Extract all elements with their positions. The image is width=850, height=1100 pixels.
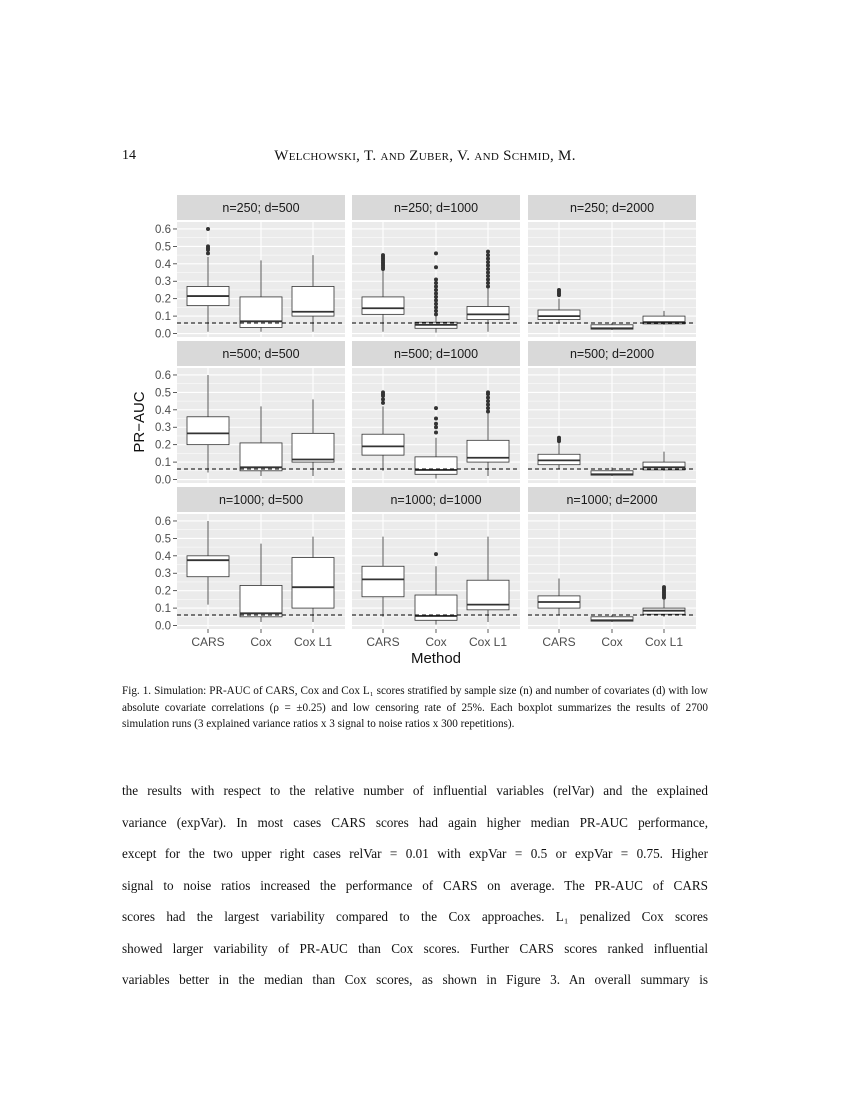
outlier-point [434, 406, 438, 410]
outlier-point [486, 274, 490, 278]
x-tick-label: Cox L1 [468, 635, 508, 649]
y-tick-label: 0.6 [155, 515, 171, 528]
outlier-point [486, 399, 490, 403]
y-tick-label: 0.1 [155, 311, 171, 324]
outlier-point [434, 284, 438, 288]
outlier-point [486, 406, 490, 410]
body-line: except for the two upper right cases relVar = 0.01 with expVar = 0.5 or expVar = 0.75. Higher [122, 846, 708, 861]
caption-label: Fig. 1. [122, 685, 152, 697]
body-line: showed larger variability of PR-AUC than Cox scores. Further CARS scores ranked influential [122, 940, 708, 956]
outlier-point [662, 585, 666, 589]
x-tick-label: Cox L1 [644, 635, 684, 649]
body-paragraph [122, 775, 708, 996]
facet-panel [528, 341, 696, 483]
outlier-point [486, 257, 490, 261]
facet-title: n=500; d=500 [222, 347, 300, 361]
y-axis-title: PR−AUC [131, 391, 148, 453]
facet-title: n=250; d=1000 [393, 201, 479, 215]
box-iqr [362, 566, 404, 596]
y-tick-label: 0.3 [155, 422, 171, 435]
y-tick-label: 0.1 [155, 603, 171, 616]
outlier-point [434, 302, 438, 306]
outlier-point [557, 288, 561, 292]
facet-title: n=500; d=1000 [393, 347, 479, 361]
y-tick-label: 0.2 [155, 293, 171, 306]
facet-title: n=250; d=2000 [569, 201, 655, 215]
y-tick-label: 0.4 [155, 404, 171, 417]
outlier-point [434, 430, 438, 434]
running-head: Welchowski, T. and Zuber, V. and Schmid, M. [274, 148, 576, 164]
facet-title: n=1000; d=500 [218, 493, 304, 507]
outlier-point [381, 397, 385, 401]
outlier-point [434, 305, 438, 309]
outlier-point [434, 288, 438, 292]
facet-panel [155, 195, 345, 341]
x-tick-label: Cox L1 [293, 635, 333, 649]
outlier-point [206, 244, 210, 248]
box-iqr [292, 433, 334, 462]
outlier-point [486, 271, 490, 275]
y-tick-label: 0.3 [155, 276, 171, 289]
y-tick-label: 0.6 [155, 223, 171, 236]
outlier-point [486, 281, 490, 285]
box-iqr [240, 585, 282, 616]
box-iqr [415, 457, 457, 474]
outlier-point [434, 312, 438, 316]
x-axis-title: Method [410, 650, 462, 667]
outlier-point [434, 251, 438, 255]
outlier-point [381, 401, 385, 405]
y-tick-label: 0.5 [155, 387, 171, 400]
outlier-point [486, 253, 490, 257]
outlier-point [206, 251, 210, 255]
facet-panel [528, 487, 696, 649]
y-tick-label: 0.0 [155, 474, 171, 487]
outlier-point [486, 284, 490, 288]
figure-caption [122, 683, 708, 733]
facet-panel [352, 487, 520, 649]
facet-panel [155, 487, 345, 649]
body-line: the results with respect to the relative number of influential variables (relVar) and the explained [122, 783, 708, 798]
y-tick-label: 0.3 [155, 568, 171, 581]
facet-title: n=1000; d=2000 [566, 493, 658, 507]
outlier-point [486, 264, 490, 268]
outlier-point [434, 552, 438, 556]
y-tick-label: 0.2 [155, 439, 171, 452]
outlier-point [486, 390, 490, 394]
box-iqr [292, 558, 334, 609]
y-tick-label: 0.0 [155, 328, 171, 341]
facet-panel [528, 195, 696, 337]
box-iqr [362, 297, 404, 314]
x-tick-label: Cox [601, 635, 623, 649]
outlier-point [434, 295, 438, 299]
outlier-point [486, 260, 490, 264]
box-iqr [362, 434, 404, 455]
facet-title: n=250; d=500 [222, 201, 300, 215]
facet-panel [352, 341, 520, 483]
outlier-point [434, 281, 438, 285]
box-iqr [467, 440, 509, 462]
outlier-point [434, 265, 438, 269]
y-tick-label: 0.4 [155, 258, 171, 271]
y-tick-label: 0.4 [155, 550, 171, 563]
outlier-point [434, 417, 438, 421]
outlier-point [557, 436, 561, 440]
facet-title: n=500; d=2000 [569, 347, 655, 361]
box-iqr [467, 307, 509, 320]
y-tick-label: 0.6 [155, 369, 171, 382]
y-tick-label: 0.5 [155, 241, 171, 254]
facet-panel [155, 341, 345, 487]
box-iqr [187, 556, 229, 577]
body-line: variables better in the median than Cox scores, as shown in Figure 3. An overall summary is [122, 972, 708, 987]
box-iqr [538, 310, 580, 320]
body-line: signal to noise ratios increased the performance of CARS on average. The PR-AUC of CARS [122, 877, 708, 893]
body-line: scores had the largest variability compared to the Cox approaches. L₁ penalized Cox scores [122, 909, 708, 924]
outlier-point [206, 227, 210, 231]
outlier-point [486, 278, 490, 282]
outlier-point [381, 253, 385, 257]
x-tick-label: CARS [191, 635, 225, 649]
outlier-point [434, 291, 438, 295]
y-tick-label: 0.0 [155, 620, 171, 633]
outlier-point [434, 298, 438, 302]
y-tick-label: 0.2 [155, 585, 171, 598]
x-tick-label: CARS [542, 635, 576, 649]
y-tick-label: 0.1 [155, 457, 171, 470]
outlier-point [434, 278, 438, 282]
outlier-point [486, 403, 490, 407]
page-number: 14 [122, 148, 136, 163]
outlier-point [434, 422, 438, 426]
facet-panel [352, 195, 520, 337]
box-iqr [187, 417, 229, 445]
outlier-point [486, 396, 490, 400]
outlier-point [486, 410, 490, 414]
outlier-point [486, 250, 490, 254]
outlier-point [486, 267, 490, 271]
body-line: variance (expVar). In most cases CARS scores had again higher median PR-AUC performance, [122, 814, 708, 830]
x-tick-label: Cox [425, 635, 447, 649]
x-tick-label: CARS [366, 635, 400, 649]
outlier-point [434, 309, 438, 313]
outlier-point [381, 390, 385, 394]
x-tick-label: Cox [250, 635, 272, 649]
facet-title: n=1000; d=1000 [390, 493, 482, 507]
y-tick-label: 0.5 [155, 533, 171, 546]
outlier-point [434, 425, 438, 429]
caption-text: Simulation: PR-AUC of CARS, Cox and Cox L₁ scores stratified by sample size (n) and number of covariates (d) with low absolute covariate correlations (ρ = ±0.25) and low censoring rate of 25%. Each boxplot summarizes the results of 2700 simulation runs (3 explained variance ratios x 3 signal to noise ratios x 300 repetitions). [122, 685, 709, 730]
